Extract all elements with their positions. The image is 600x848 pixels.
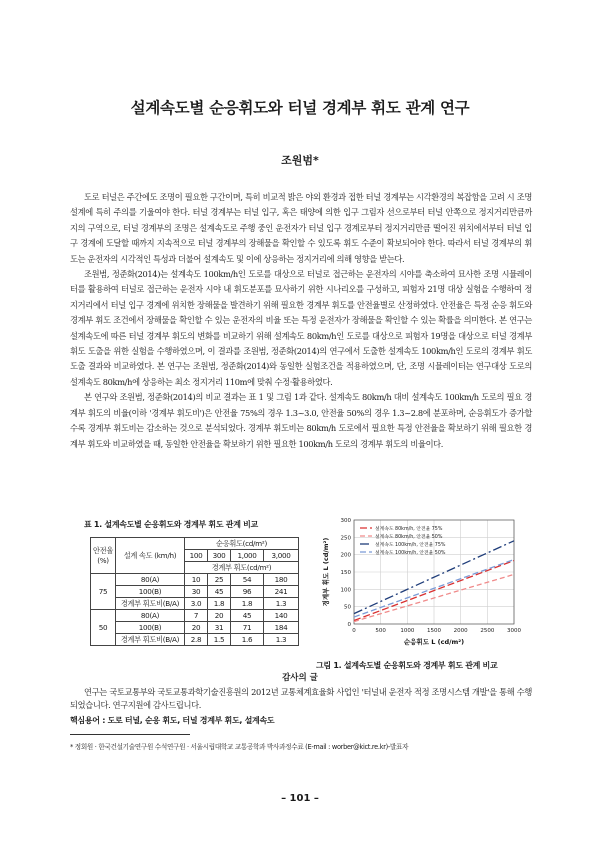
keywords: 핵심용어 : 도로 터널, 순응 휘도, 터널 경계부 휘도, 설계속도: [70, 716, 275, 725]
paragraph: 도로 터널은 주간에도 조명이 필요한 구간이며, 특히 비교적 밝은 야외 환경과 접한 터널 경계부는 시각환경의 복잡함을 고려 시 조명 설계에 특히 주의를 기울여야 한다. 터널 경계부는 터널 입구, 혹은 태양에 의한 입구 그림자 선으로부터 터널 안쪽으로 정지거리만큼까지의 구역으로, 터널 경계부의 조명은 설계속도로 주행 중인 운전자가 터널 입구 경계로부터 정지거리만큼 떨어진 위치에서부터 터널 입구 경계에 도달할 때까지 지속적으로 터널 경계부의 장해물을 확인할 수 있도록 휘도 수준이 확보되어야 한다. 따라서 터널 경계부의 휘도는 운전자의 시각적인 특성과 더불어 설계속도 및 이에 상응하는 정지거리에 의해 영향을 받는다.: [70, 192, 532, 264]
table-cell: 31: [208, 622, 231, 634]
paper-title: 설계속도별 순응휘도와 터널 경계부 휘도 관계 연구: [130, 99, 470, 117]
table-row: [91, 586, 299, 598]
x-tick-label: 1000: [400, 628, 415, 634]
table-cell: 1.3: [264, 634, 299, 646]
x-tick-label: 500: [375, 628, 386, 634]
table-cell-speed: 경계부 휘도비(B/A): [116, 598, 185, 610]
table-row: [91, 610, 299, 622]
legend-label: 설계속도 100km/h, 안전율 50%: [375, 551, 446, 556]
acknowledgement-heading: 감사의 글: [282, 673, 318, 683]
table-cell: 1.6: [231, 634, 264, 646]
y-tick-label: 200: [340, 552, 351, 559]
legend-label: 설계속도 80km/h, 안전율 50%: [375, 535, 443, 540]
x-axis-label: 순응휘도 L (cd/m²): [403, 638, 465, 646]
x-tick-label: 0: [352, 628, 356, 634]
x-tick-label: 2500: [480, 628, 495, 634]
x-tick-label: 3000: [507, 628, 521, 634]
acknowledgement-text: 연구는 국토교통부와 국토교통과학기술진흥원의 2012년 교통체계효율화 사업인 '터널내 운전자 적정 조명시스템 개발'을 통해 수행되었습니다. 연구지원에 감사드립니다.: [70, 687, 532, 710]
table-cell: 180: [264, 574, 299, 586]
table-cell-speed: 경계부 휘도비(B/A): [116, 634, 185, 646]
table-cell: 10: [185, 574, 208, 586]
table-cell: 71: [231, 622, 264, 634]
y-tick-label: 50: [344, 604, 351, 611]
legend-label: 설계속도 80km/h, 안전율 75%: [375, 527, 443, 532]
figure-chart: [316, 512, 524, 650]
table-caption: 표 1. 설계속도별 순응휘도와 경계부 휘도 관계 비교: [84, 520, 258, 529]
table-cell-speed: 100(B): [116, 586, 185, 598]
y-tick-label: 100: [340, 587, 351, 594]
table-header-adapt-value: 1,000: [231, 550, 264, 562]
table-header-adapt: 순응휘도(cd/m²): [185, 538, 299, 550]
table-cell: 184: [264, 622, 299, 634]
figure-caption: 그림 1. 설계속도별 순응휘도와 경계부 휘도 관계 비교: [316, 661, 498, 670]
y-tick-label: 150: [340, 570, 351, 576]
table-cell: 7: [185, 610, 208, 622]
table-cell-speed: 100(B): [116, 622, 185, 634]
table-cell: 96: [231, 586, 264, 598]
footnote: * 정회원 · 한국건설기술연구원 수석연구원 · 서울시립대학교 교통공학과 박사과정수료 (E-mail : worber@kict.re.kr)-발표자: [70, 743, 409, 751]
table-cell: 20: [185, 622, 208, 634]
footnote-divider: [70, 734, 190, 735]
table-cell-speed: 80(A): [116, 610, 185, 622]
paragraph: 본 연구와 조원범, 정준화(2014)의 비교 결과는 표 1 및 그림 1과 같다. 설계속도 80km/h 대비 설계속도 100km/h 도로의 필요 경계부 휘도의 비율(이하 '경계부 휘도비')은 안전율 75%의 경우 1.3~3.0, 안전율 50%의 경우 1.3~2.8에 분포하며, 순응휘도가 증가할수록 경계부 휘도비는 감소하는 것으로 분석되었다. 경계부 휘도비는 80km/h 도로에서 필요한 특정 안전율을 확보하기 위해 필요한 경계부 휘도와 비교하였을 때, 동일한 안전율을 확보하기 위한 필요한 100km/h 도로의 경계부 휘도의 비율이다.: [70, 392, 532, 449]
luminance-table: [90, 537, 299, 646]
table-cell: 25: [208, 574, 231, 586]
y-tick-label: 0: [347, 622, 351, 628]
table-header-adapt-value: 3,000: [264, 550, 299, 562]
table-cell: 20: [208, 610, 231, 622]
table-row: [91, 622, 299, 634]
table-row: [91, 574, 299, 586]
y-tick-label: 300: [340, 518, 351, 524]
table-row: [91, 598, 299, 610]
table-cell: 45: [208, 586, 231, 598]
table-cell-safety: 50: [91, 610, 116, 646]
table-cell: 2.8: [185, 634, 208, 646]
table-row: [91, 634, 299, 646]
table-cell-safety: 75: [91, 574, 116, 610]
table-header-safety: 안전율 (%): [91, 538, 116, 574]
y-tick-label: 250: [340, 535, 351, 542]
legend-label: 설계속도 100km/h, 안전율 75%: [375, 543, 446, 548]
page-number: – 101 –: [281, 793, 319, 804]
table-cell: 30: [185, 586, 208, 598]
table-header-boundary: 경계부 휘도(cd/m²): [185, 562, 299, 574]
table-cell: 45: [231, 610, 264, 622]
author-name: 조원범*: [281, 154, 319, 167]
table-cell: 241: [264, 586, 299, 598]
table-cell: 1.8: [208, 598, 231, 610]
table-cell: 1.5: [208, 634, 231, 646]
table-cell: 54: [231, 574, 264, 586]
x-tick-label: 1500: [427, 628, 441, 634]
y-axis-label: 경계부 휘도 L (cd/m²): [322, 537, 330, 607]
table-cell: 140: [264, 610, 299, 622]
body-text: [70, 190, 532, 452]
x-tick-label: 2000: [453, 628, 468, 634]
table-cell: 1.3: [264, 598, 299, 610]
table-header-adapt-value: 100: [185, 550, 208, 562]
table-header-adapt-value: 300: [208, 550, 231, 562]
table-cell: 1.8: [231, 598, 264, 610]
table-cell-speed: 80(A): [116, 574, 185, 586]
paragraph: 조원범, 정준화(2014)는 설계속도 100km/h인 도로를 대상으로 터널로 접근하는 운전자의 시야를 축소하여 묘사한 조명 시뮬레이터를 활용하여 터널로 접근하는 운전자 시야 내 휘도분포를 묘사하기 위한 시나리오를 구성하고, 피험자 21명 대상 실험을 수행하여 정지거리에서 터널 입구 경계에 위치한 장해물을 발견하기 위해 필요한 경계부 휘도를 안전율별로 산정하였다. 안전율은 특정 순응 휘도와 경계부 휘도 조건에서 장해물을 확인할 수 있는 운전자의 비율 또는 특정 운전자가 장해물을 확인할 수 있는 확률을 의미한다. 본 연구는 설계속도에 따른 터널 경계부 휘도의 변화를 비교하기 위해 설계속도 80km/h인 도로를 대상으로 피험자 19명을 대상으로 터널 경계부 휘도 도출을 위한 실험을 수행하였으며, 이 결과를 조원범, 정준화(2014)의 연구에서 도출한 설계속도 100km/h인 도로의 경계부 휘도 도출 결과와 비교하였다. 본 연구는 조원범, 정준화(2014)와 동일한 실험조건을 적용하였으며, 단, 조명 시뮬레이터는 연구대상 도로의 설계속도 80km/h에 상응하는 최소 정지거리 110m에 맞춰 수정·활용하였다.: [70, 269, 532, 387]
table-header-speed: 설계 속도 (km/h): [116, 538, 185, 574]
table-cell: 3.0: [185, 598, 208, 610]
chart-svg: [316, 512, 524, 650]
